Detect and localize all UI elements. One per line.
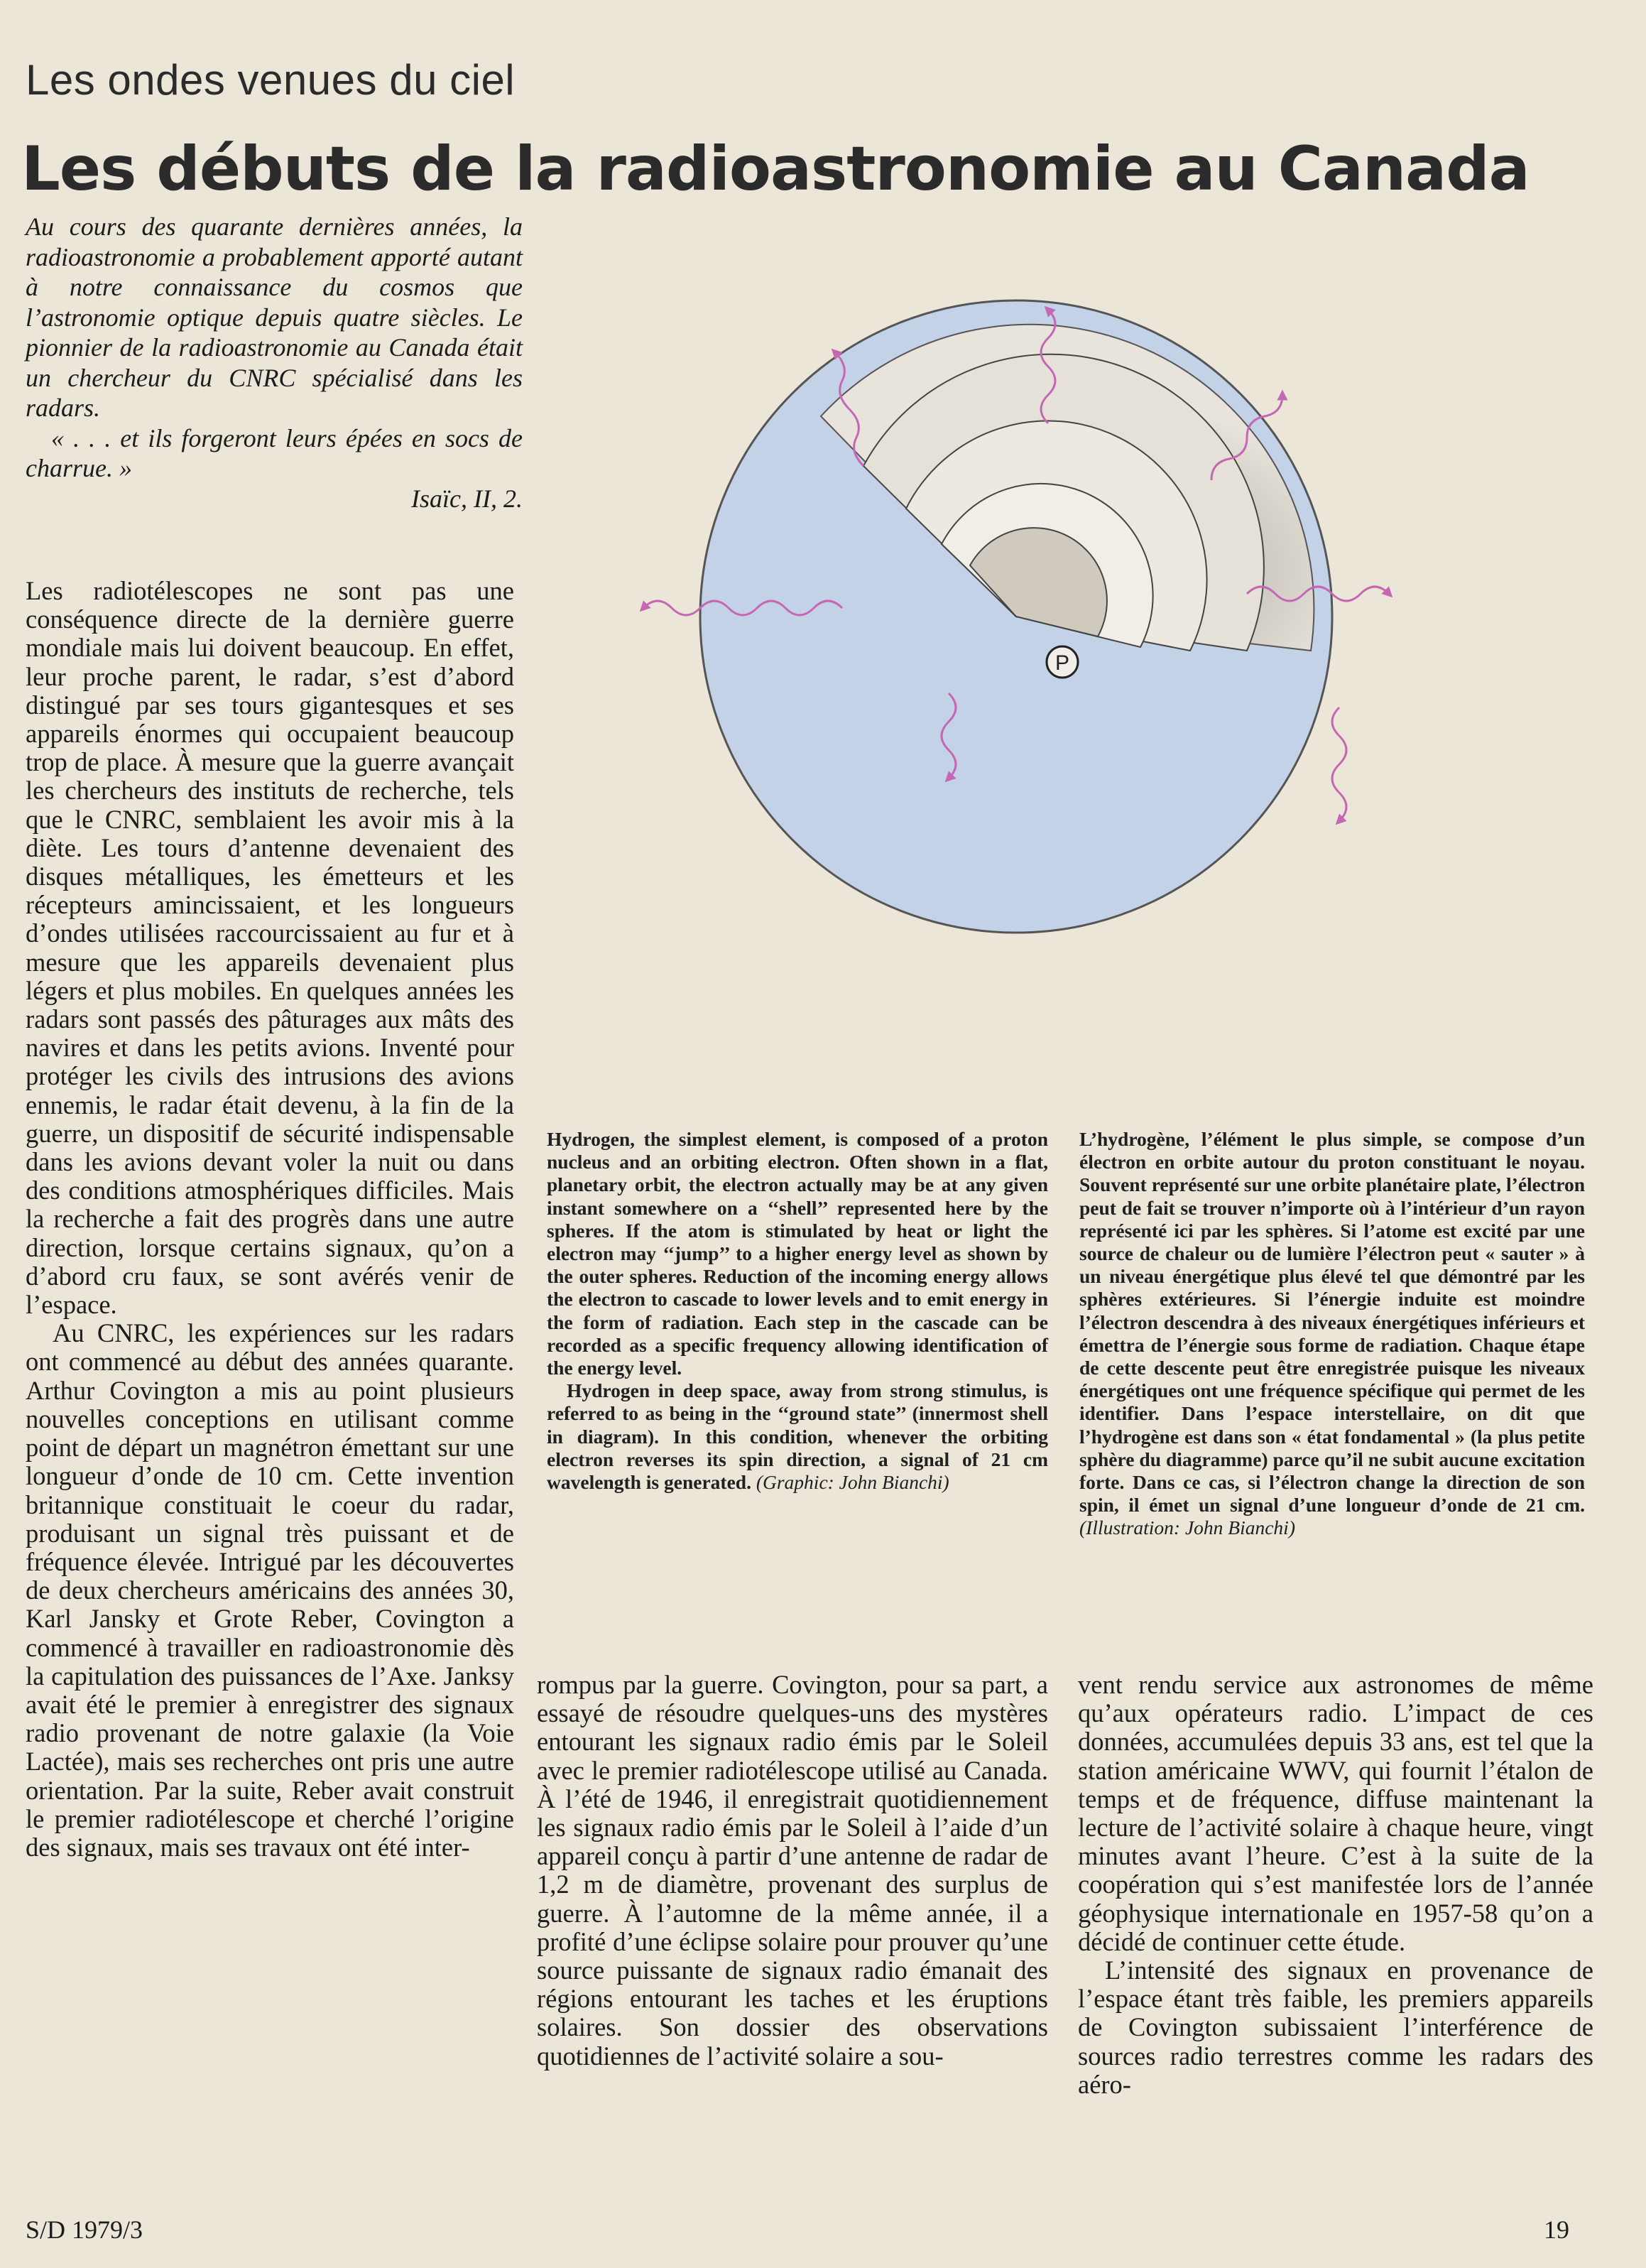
page-number: 19 [1544, 2215, 1569, 2244]
caption-fr-paragraph [1079, 1128, 1585, 1540]
lede-citation: Isaïc, II, 2. [411, 484, 523, 513]
proton-label: P [1054, 651, 1070, 675]
lede [26, 212, 523, 514]
lede-quote: « . . . et ils forgeront leurs épées en socs de charrue. » [26, 423, 523, 482]
caption-fr-text: L’hydrogène, l’élément le plus simple, se compose d’un électron en orbite autour du proton constituant le noyau. Souvent représenté sur une orbite planétaire plate, l’électron peut de fait se trouver n’importe où à l’intérieur d’un rayon représenté ici par les sphères. Si l’atome est excité par une source de chaleur ou de lumière l’électron peut « sauter » à un niveau énergétique plus élevé tel que démontré par les sphères extérieures. Si l’énergie induite est moindre l’électron descendra à des niveaux énergétiques inférieurs et émettra de l’énergie sous forme de radiation. Chaque étape de cette descente peut être enregistrée puisque les niveaux énergétiques ont une fréquence spécifique qui permet de les identifier. Dans l’espace interstellaire, on dit que l’hydrogène est dans son « état fondamental » (la plus petite sphère du diagramme) parce qu’il ne subit aucune excitation forte. Dans ce cas, si l’électron change la direction de son spin, il émet un signal d’une longueur d’onde de 21 cm. [1079, 1128, 1585, 1516]
column-1-paragraph-1: Les radiotélescopes ne sont pas une conséquence directe de la dernière guerre mondiale mais lui doivent beaucoup. En effet, leur proche parent, le radar, s’est d’abord distingué par ses tours gigantesques et ses appareils énormes qui occupaient beaucoup trop de place. À mesure que la guerre avançait les chercheurs des instituts de recherche, tels que le CNRC, semblaient les avoir mis à la diète. Les tours d’antenne devenaient des disques métalliques, les émetteurs et les récepteurs amincissaient, et les longueurs d’ondes utilisées raccourcissaient au fur et à mesure que les appareils devenaient plus légers et plus mobiles. En quelques années les radars sont passés des pâturages aux mâts des navires et dans les petits avions. Inventé pour protéger les civils des intrusions des avions ennemis, le radar était devenu, à la fin de la guerre, un dispositif de sécurité indispensable dans les avions devant voler la nuit ou dans des conditions atmosphériques difficiles. Mais la recherche a fait des progrès dans une autre direction, lorsque certains signaux, qu’on a d’abord cru faux, se sont avérés venir de l’espace. [26, 576, 514, 1320]
column-1-paragraph-2: Au CNRC, les expériences sur les radars ont commencé au début des années quarante. Arthur Covington a mis au point plusieurs nouvelles conceptions en utilisant comme point de départ un magnétron émettant sur une longueur d’onde de 10 cm. Cette invention britannique constituait le coeur du radar, produisant un signal très puissant et de fréquence élevée. Intrigué par les découvertes de deux chercheurs américains des années 30, Karl Jansky et Grote Reber, Covington a commencé à travailler en radioastronomie dès la capitulation des puissances de l’Axe. Janksy avait été le premier à enregistrer des signaux radio provenant de notre galaxie (la Voie Lactée), mais ses recherches ont pris une autre orientation. Par la suite, Reber avait construit le premier radiotélescope et cherché l’origine des signaux, mais ses travaux ont été inter- [26, 1318, 514, 1862]
column-3 [1078, 1671, 1593, 2099]
caption-fr-credit: (Illustration: John Bianchi) [1079, 1516, 1295, 1539]
caption-en-paragraph-2 [547, 1379, 1048, 1494]
lede-text: Au cours des quarante dernières années, la radioastronomie a probablement apporté autant à notre connaissance du cosmos que l’astronomie optique depuis quatre siècles. Le pionnier de la radioastronomie au Canada était un chercheur du CNRC spécialisé dans les radars. [26, 212, 523, 422]
caption-en-text: Hydrogen in deep space, away from strong stimulus, is referred to as being in the ‘‘ground state’’ (innermost shell in diagram). In this condition, whenever the orbiting electron reverses its spin direction, a signal of 21 cm wavelength is generated. [547, 1379, 1048, 1494]
wave-arrow [1332, 707, 1346, 821]
caption-en-credit: (Graphic: John Bianchi) [756, 1471, 949, 1494]
column-1 [26, 577, 514, 1862]
caption-french [1079, 1128, 1585, 1540]
footer-issue: S/D 1979/3 [26, 2215, 143, 2244]
column-2-paragraph-1: rompus par la guerre. Covington, pour sa part, a essayé de résoudre quelques-uns des mystères entourant les signaux radio émis par le Soleil avec le premier radiotélescope utilisé au Canada. À l’été de 1946, il enregistrait quotidiennement les signaux radio émis par le Soleil à l’aide d’un appareil conçu à partir d’une antenne de radar de 1,2 m de diamètre, provenant des surplus de guerre. À l’automne de la même année, il a profité d’une éclipse solaire pour prouver qu’une source puissante de signaux radio émanait des régions entourant les taches et les éruptions solaires. Son dossier des observations quotidiennes de l’activité solaire a sou- [537, 1670, 1048, 2071]
hydrogen-atom-illustration [608, 253, 1488, 1034]
caption-english [547, 1128, 1048, 1494]
caption-en-paragraph-1: Hydrogen, the simplest element, is composed of a proton nucleus and an orbiting electron. Often shown in a flat, planetary orbit, the electron actually may be at any given instant somewhere on a ‘‘shell’’ represented here by the spheres. If the atom is stimulated by heat or light the electron may ‘‘jump’’ to a higher energy level as shown by the outer spheres. Reduction of the incoming energy allows the electron to cascade to lower levels and to emit energy in the form of radiation. Each step in the cascade can be recorded as a specific frequency allowing identification of the energy level. [547, 1128, 1048, 1379]
kicker: Les ondes venues du ciel [26, 56, 516, 104]
article-title: Les débuts de la radioastronomie au Canada [21, 134, 1530, 205]
column-2 [537, 1671, 1048, 2071]
column-3-paragraph-2: L’intensité des signaux en provenance de l’espace étant très faible, les premiers appareils de Covington subissaient l’interférence de sources radio terrestres comme les radars des aéro- [1078, 1955, 1593, 2099]
column-3-paragraph-1: vent rendu service aux astronomes de même qu’aux opérateurs radio. L’impact de ces données, accumulées depuis 33 ans, est tel que la station américaine WWV, qui fournit l’étalon de temps et de fréquence, diffuse maintenant la lecture de l’activité solaire à chaque heure, vingt minutes avant l’heure. C’est à la suite de la coopération qui s’est manifestée lors de l’année géophysique internationale en 1957-58 qu’on a décidé de continuer cette étude. [1078, 1670, 1593, 1956]
